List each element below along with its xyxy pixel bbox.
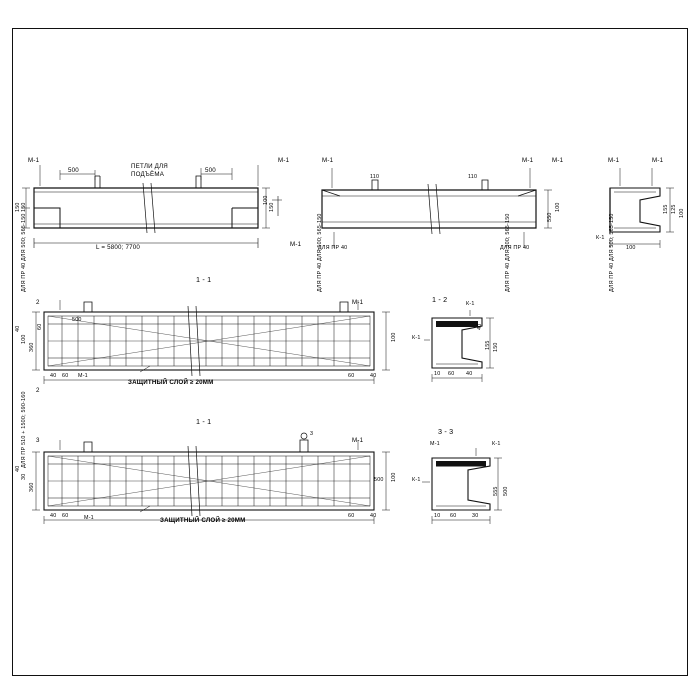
mark-m1-tm-2: М-1: [522, 157, 534, 164]
dim-500-left: 500: [68, 167, 79, 174]
mark-k1-s12-2: К-1: [412, 335, 421, 341]
view-1-1-title: 1 - 1: [196, 275, 212, 284]
dim-60-s12: 60: [448, 371, 455, 377]
section-3-3-title: 3 - 3: [438, 427, 454, 436]
note-dlya-pr-40-2: ДЛЯ ПР 40: [500, 245, 530, 251]
dim-60-v11-b2: 60: [348, 373, 355, 379]
dim-155-tr: 155: [663, 204, 669, 214]
dim-360-v11: 360: [29, 342, 35, 352]
dim-500-s33: 500: [503, 486, 509, 496]
dim-40-v11-b2: 40: [370, 373, 377, 379]
dim-40-s12: 40: [477, 323, 483, 330]
mark-m1-tm-3: М-1: [552, 157, 564, 164]
dim-60-v11: 60: [37, 323, 43, 330]
dim-100-v22-r: 100: [391, 472, 397, 482]
overall-dim-top-left: L = 5800; 7700: [96, 244, 141, 251]
dim-40-v11-b1: 40: [50, 373, 57, 379]
section-1-2-title: 1 - 2: [432, 295, 448, 304]
mark-m1-s33: М-1: [430, 441, 440, 447]
dim-60-s33: 60: [450, 513, 457, 519]
dim-30-s33: 30: [472, 513, 479, 519]
view-2-2-title: 1 - 1: [196, 417, 212, 426]
dim-100-tr: 100: [263, 195, 269, 205]
mark-3-v22: 3: [36, 437, 40, 444]
dim-150-tl: 150: [21, 202, 27, 212]
mark-m1-tr-2: М-1: [652, 157, 664, 164]
dim-40-v22-b2: 40: [370, 513, 377, 519]
dim-550-tm: 550: [547, 212, 553, 222]
dim-40-tm-2: 110: [468, 174, 478, 180]
protective-layer-note-1: ЗАЩИТНЫЙ СЛОЙ ≥ 20ММ: [128, 379, 214, 386]
dim-500-v22-r: 500: [374, 477, 384, 483]
dim-40-v11: 40: [15, 325, 21, 332]
loop-label-line2: ПОДЪЁМА: [131, 171, 165, 178]
mark-2-v11: 2: [36, 299, 40, 306]
dim-100-tm: 100: [555, 202, 561, 212]
dim-inner-500-v11: 500: [72, 317, 82, 323]
mark-m1-tl-1: М-1: [28, 157, 40, 164]
mark-m1-v11-b1: М-1: [78, 373, 88, 379]
mark-m1-tr-1: М-1: [608, 157, 620, 164]
side-vertical-note-v11: ДЛЯ ПР 510 + 1500; 590-160: [21, 391, 27, 468]
dim-150-tr: 150: [269, 202, 275, 212]
hook-label-v22: 3: [310, 431, 314, 437]
dim-60-v22-b2: 60: [348, 513, 355, 519]
dim-40-tm-1: 110: [370, 174, 380, 180]
dim-30-v22: 30: [21, 473, 27, 480]
dim-500-right: 500: [205, 167, 216, 174]
mark-k1-s33-1: К-1: [492, 441, 501, 447]
dim-40-v22-b1: 40: [50, 513, 57, 519]
mark-m1-tm-1: М-1: [322, 157, 334, 164]
vert-note-tm-right: ДЛЯ ПР 40 ДЛЯ 500; 565-150: [505, 213, 511, 292]
dim-10-s12: 10: [434, 371, 441, 377]
mark-m1-v22-b1: М-1: [84, 515, 94, 521]
mark-k1-tr: К-1: [596, 235, 605, 241]
loop-label-line1: ПЕТЛИ ДЛЯ: [131, 163, 168, 170]
dim-155-s12: 155: [485, 340, 491, 350]
dim-100-v11: 100: [21, 334, 27, 344]
mark-k1-s33-2: К-1: [412, 477, 421, 483]
mark-2-v11-b: 2: [36, 387, 40, 394]
dim-10-s33: 10: [434, 513, 441, 519]
dim-100-v11-r: 100: [391, 332, 397, 342]
note-dlya-pr-40-1: ДЛЯ ПР 40: [318, 245, 348, 251]
dim-360-v22: 360: [29, 482, 35, 492]
dim-150-tl-2: 150: [15, 202, 21, 212]
dim-555-s33: 555: [493, 486, 499, 496]
dim-125-tr: 125: [671, 204, 677, 214]
mark-k1-s12-1: К-1: [466, 301, 475, 307]
dim-60-v11-b1: 60: [62, 373, 69, 379]
dim-100-tr-2: 100: [679, 208, 685, 218]
vert-note-tr: ДЛЯ ПР 40 ДЛЯ 500; 565-150: [609, 213, 615, 292]
protective-layer-note-2: ЗАЩИТНЫЙ СЛОЙ ≥ 20ММ: [160, 517, 246, 524]
vert-note-tm-left: ДЛЯ ПР 40 ДЛЯ 500; 565-150: [317, 213, 323, 292]
mark-m1-tm-4: М-1: [290, 241, 302, 248]
dim-40-v22: 40: [15, 465, 21, 472]
dim-60-v22-b1: 60: [62, 513, 69, 519]
mark-m1-v22: М-1: [352, 437, 364, 444]
dim-40-s12-b: 40: [466, 371, 473, 377]
dim-width-tr: 100: [626, 245, 636, 251]
vertical-note-left: ДЛЯ ПР 40 ДЛЯ 500; 565-150: [21, 213, 27, 292]
dim-150-s12: 150: [493, 342, 499, 352]
mark-m1-tl-2: М-1: [278, 157, 290, 164]
mark-m1-v11: М-1: [352, 299, 364, 306]
